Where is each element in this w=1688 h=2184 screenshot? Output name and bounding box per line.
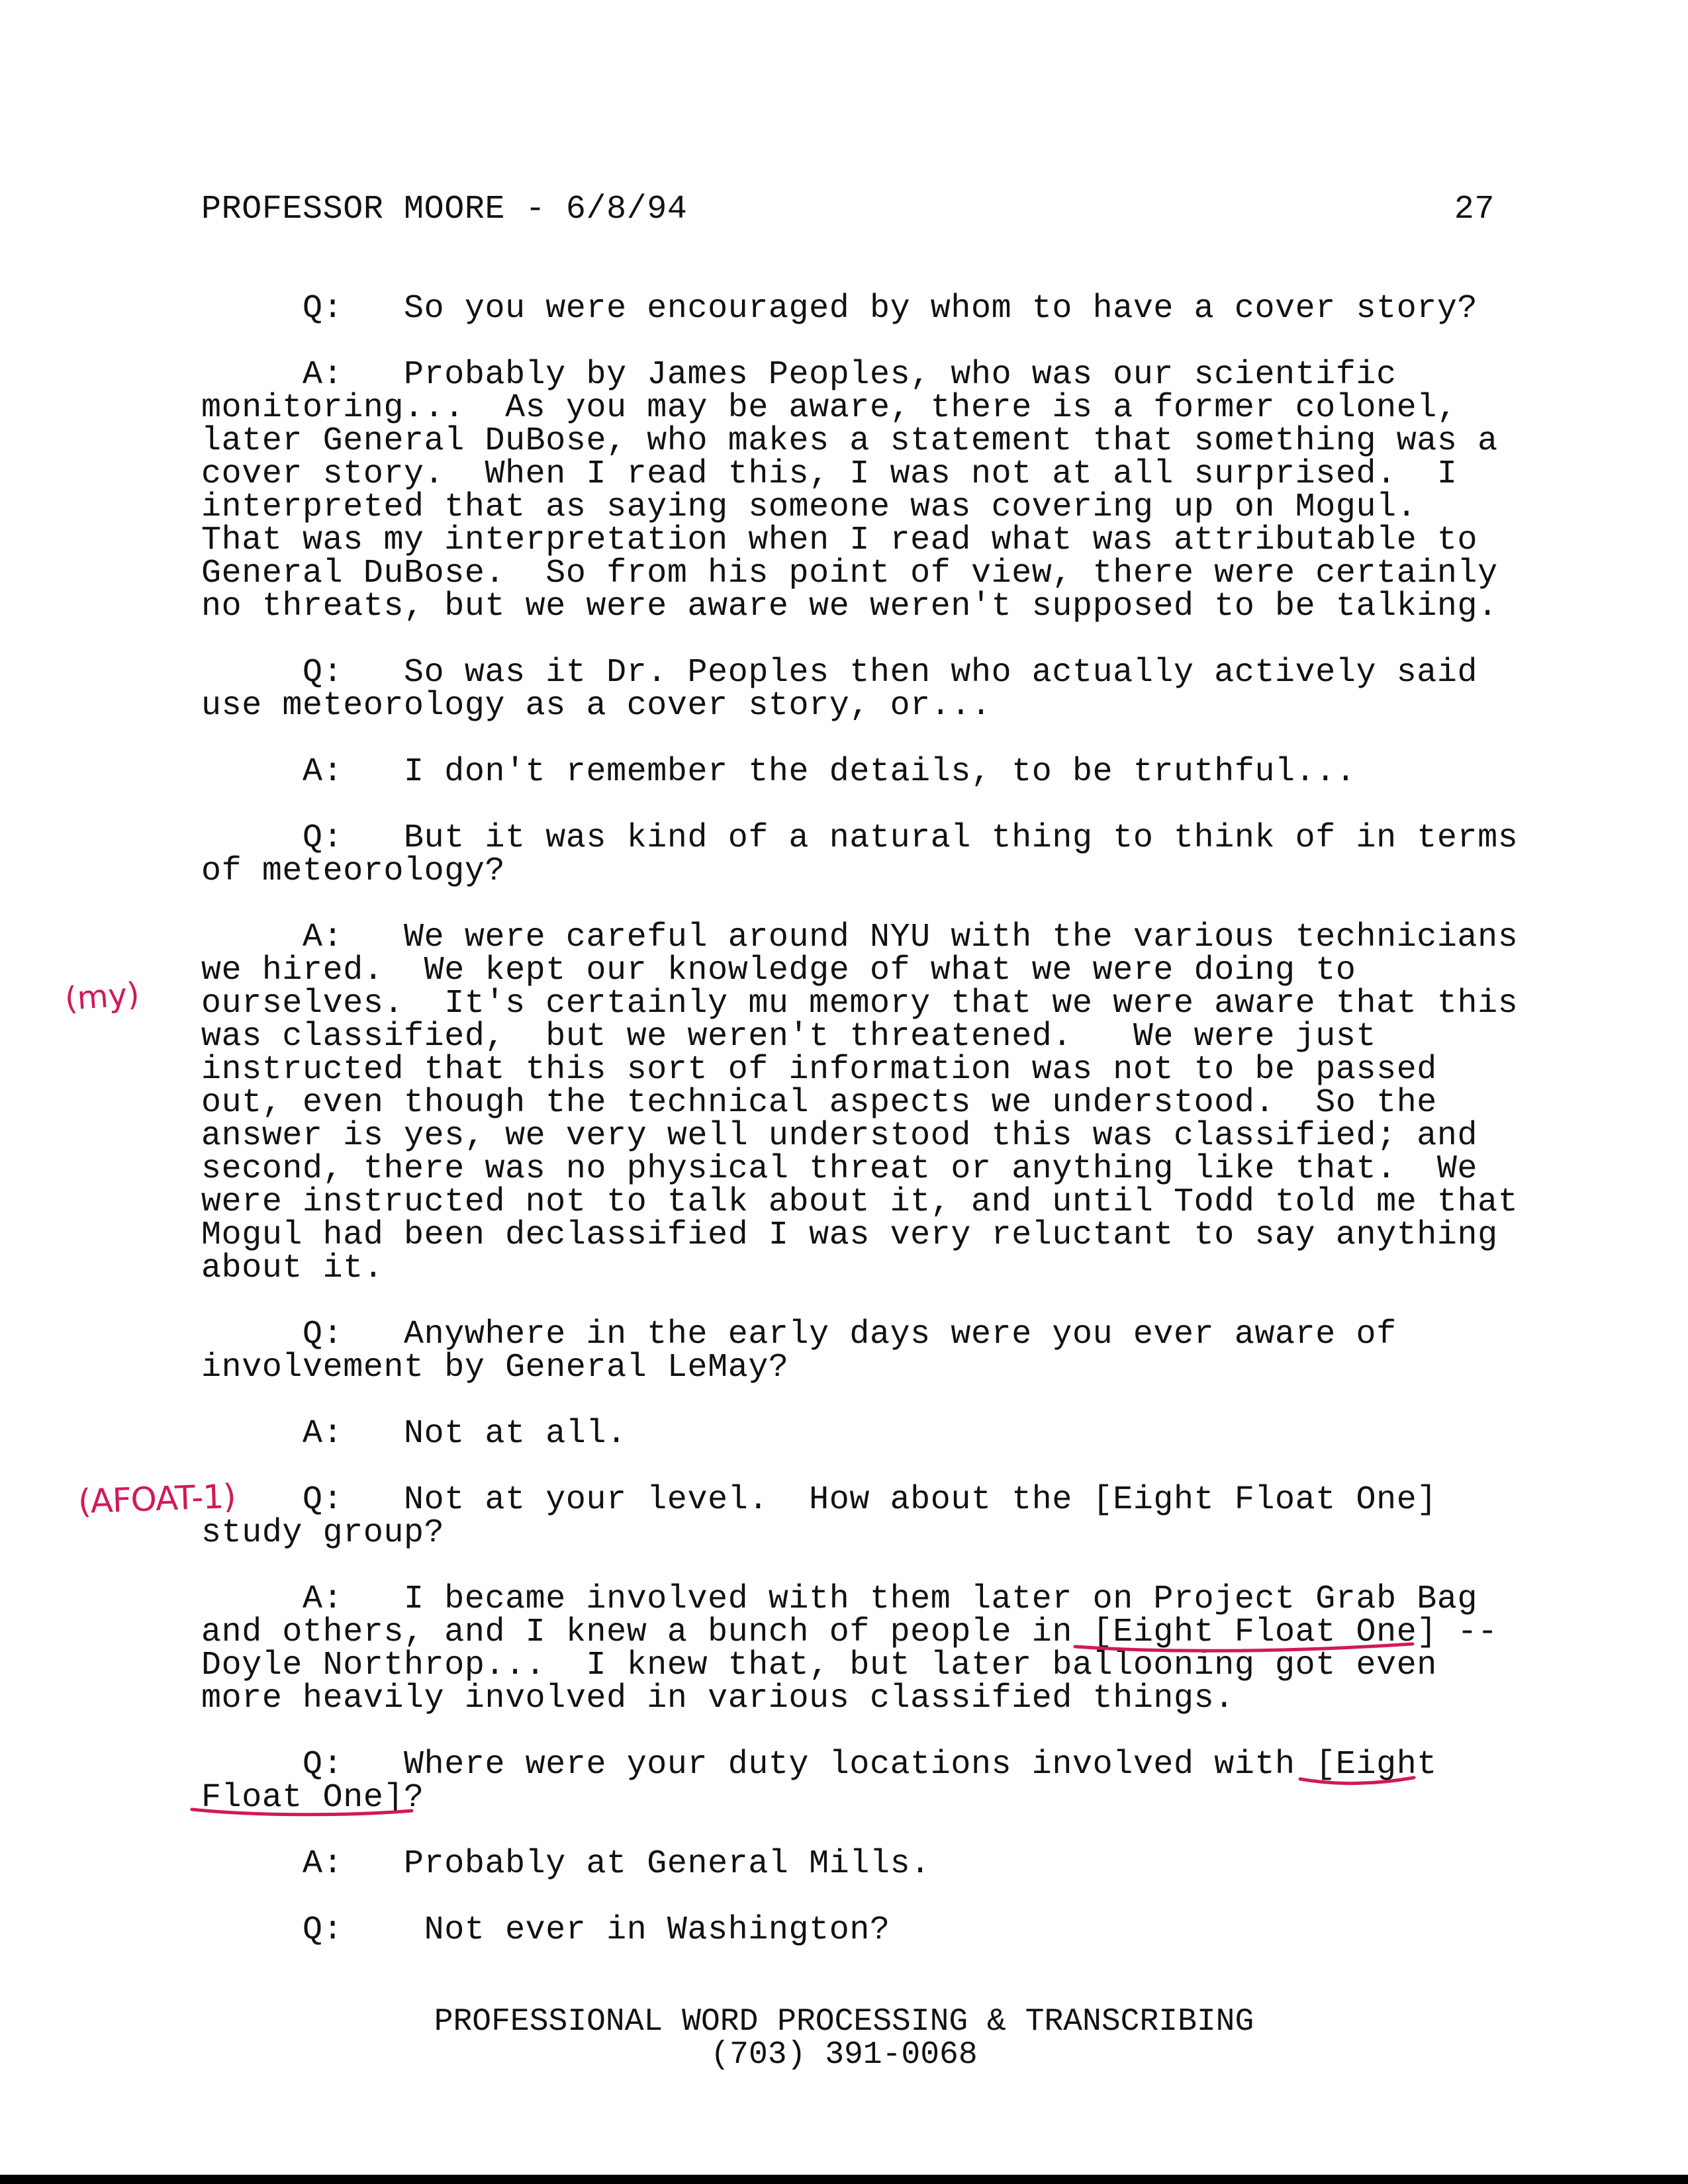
footer-phone: (703) 391-0068 xyxy=(710,2037,978,2073)
transcript-line: cover story. When I read this, I was not at all surprised. I xyxy=(201,455,1458,493)
transcript-line: Q: So you were encouraged by whom to have a cover story? xyxy=(201,290,1478,328)
transcript-line: we hired. We kept our knowledge of what we were doing to xyxy=(201,952,1356,989)
transcript-line: A: Not at all. xyxy=(201,1415,627,1453)
transcript-line: no threats, but we were aware we weren't supposed to be talking. xyxy=(201,588,1498,625)
handwritten-underline xyxy=(1297,1774,1417,1790)
transcript-line: A: I don't remember the details, to be truthful... xyxy=(201,753,1356,791)
transcript-line: Mogul had been declassified I was very reluctant to say anything xyxy=(201,1216,1498,1254)
page-header-title: PROFESSOR MOORE - 6/8/94 xyxy=(201,191,688,228)
transcript-line: answer is yes, we very well understood this was classified; and xyxy=(201,1117,1478,1155)
transcript-line: was classified, but we weren't threatened. We were just xyxy=(201,1018,1377,1056)
transcript-line: A: I became involved with them later on Project Grab Bag xyxy=(201,1580,1478,1618)
transcript-line: interpreted that as saying someone was covering up on Mogul. xyxy=(201,488,1417,526)
transcript-line: A: Probably at General Mills. xyxy=(201,1845,931,1883)
transcript-line: Q: So was it Dr. Peoples then who actually actively said xyxy=(201,654,1478,692)
handwritten-note-my: (my) xyxy=(64,976,141,1018)
transcript-line: A: We were careful around NYU with the various technicians xyxy=(201,919,1519,956)
transcript-line: second, there was no physical threat or anything like that. We xyxy=(201,1150,1478,1188)
transcript-line: more heavily involved in various classified things. xyxy=(201,1680,1235,1717)
transcript-line: about it. xyxy=(201,1250,384,1287)
transcript-line: involvement by General LeMay? xyxy=(201,1349,789,1387)
transcript-line: later General DuBose, who makes a statement that something was a xyxy=(201,422,1498,460)
transcript-line: Q: Not at your level. How about the [Eight Float One] xyxy=(201,1481,1437,1519)
transcript-line: instructed that this sort of information was not to be passed xyxy=(201,1051,1437,1089)
transcript-line: Doyle Northrop... I knew that, but later ballooning got even xyxy=(201,1647,1437,1684)
transcript-line: use meteorology as a cover story, or... xyxy=(201,687,992,725)
transcript-line: study group? xyxy=(201,1514,445,1552)
handwritten-note-afoat: (AFOAT-1) xyxy=(77,1477,236,1522)
handwritten-underline xyxy=(189,1805,414,1821)
transcript-line: monitoring... As you may be aware, there is a former colonel, xyxy=(201,389,1458,427)
transcript-line: were instructed not to talk about it, and until Todd told me that xyxy=(201,1183,1519,1221)
transcript-line: Q: Not ever in Washington? xyxy=(201,1911,890,1949)
footer-company: PROFESSIONAL WORD PROCESSING & TRANSCRIBING xyxy=(434,2004,1254,2040)
transcript-line: Q: But it was kind of a natural thing to think of in terms xyxy=(201,819,1519,857)
page-number: 27 xyxy=(1454,191,1495,228)
transcript-line: of meteorology? xyxy=(201,852,506,890)
transcript-line: A: Probably by James Peoples, who was our scientific xyxy=(201,356,1397,394)
transcript-line: General DuBose. So from his point of view, there were certainly xyxy=(201,555,1498,592)
transcript-line: That was my interpretation when I read what was attributable to xyxy=(201,522,1478,559)
handwritten-underline xyxy=(1072,1640,1417,1656)
scan-edge xyxy=(0,2175,1688,2184)
transcript-line: Float One]? xyxy=(201,1779,424,1817)
transcript-line: and others, and I knew a bunch of people in [Eight Float One] -- xyxy=(201,1614,1498,1651)
transcript-line: out, even though the technical aspects we understood. So the xyxy=(201,1084,1437,1122)
transcript-line: ourselves. It's certainly mu memory that we were aware that this xyxy=(201,985,1519,1023)
transcript-line: Q: Where were your duty locations involved with [Eight xyxy=(201,1746,1437,1784)
transcript-line: Q: Anywhere in the early days were you ever aware of xyxy=(201,1316,1397,1353)
